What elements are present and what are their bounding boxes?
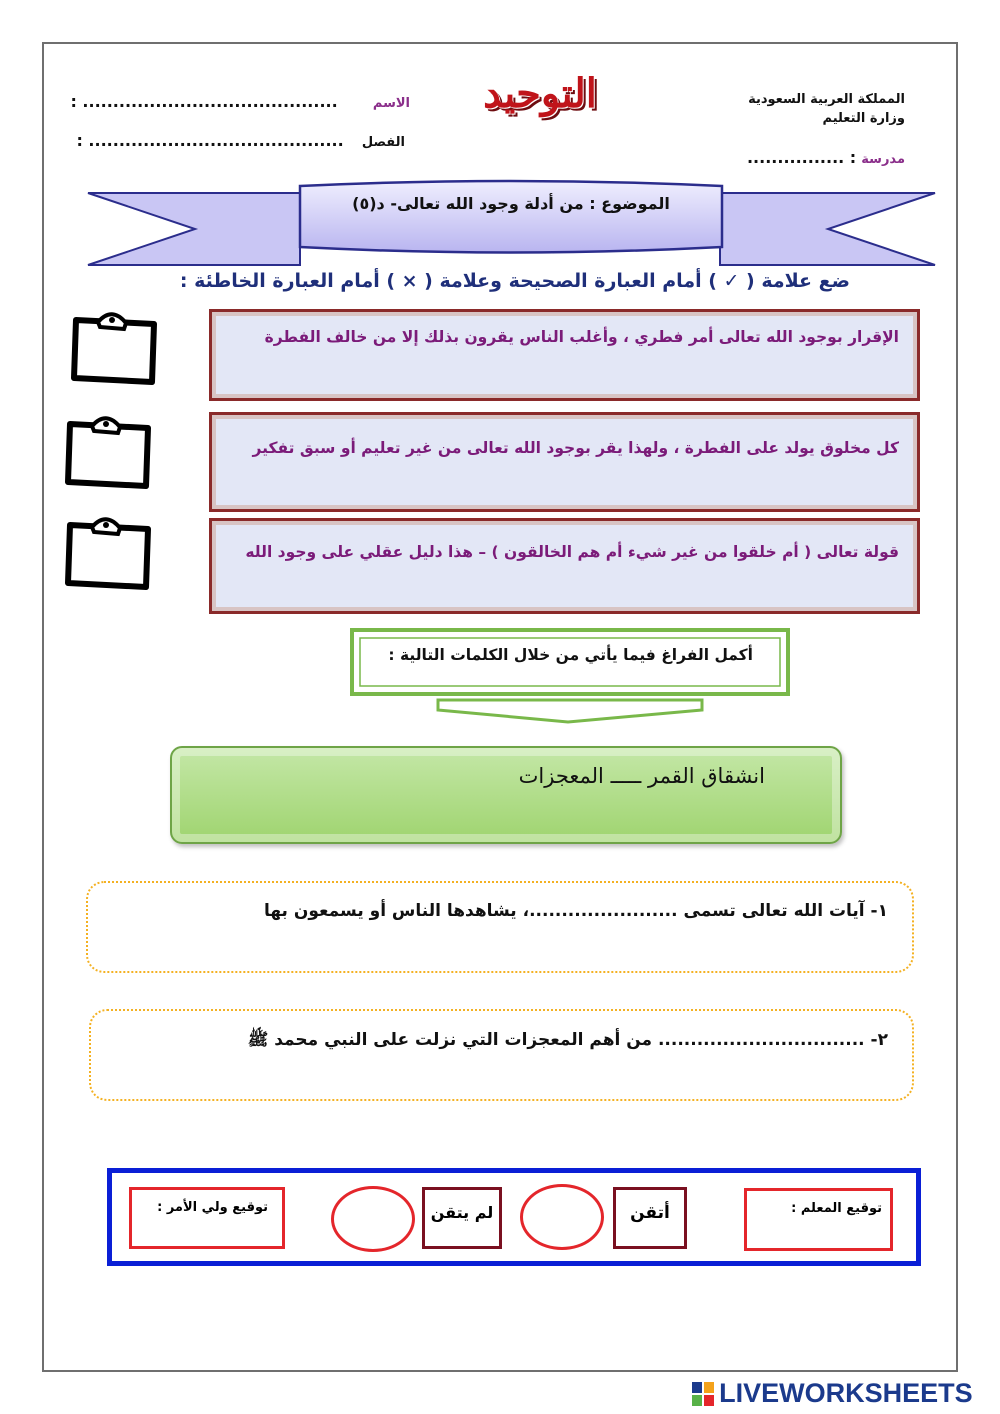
kingdom-label: المملكة العربية السعودية bbox=[748, 92, 905, 107]
word-bank-box bbox=[170, 746, 842, 844]
class-label: الفصل bbox=[361, 135, 405, 150]
school-line: : ................ bbox=[746, 148, 857, 167]
liveworksheets-logo bbox=[692, 1378, 973, 1408]
not-mastered-label: لم يتقن bbox=[430, 1203, 494, 1222]
word-bank-text: انشقاق القمر ـــــ المعجزات bbox=[518, 764, 765, 788]
statement-box-1 bbox=[209, 309, 920, 401]
school-label: مدرسة bbox=[861, 152, 905, 167]
instruction-text: ضع علامة ( ✓ ) أمام العبارة الصحيحة وعلامة ( × ) أمام العبارة الخاطئة : bbox=[179, 270, 850, 292]
mastered-circle[interactable] bbox=[520, 1184, 604, 1250]
liveworksheets-logo-icon bbox=[692, 1382, 714, 1406]
mastered-box[interactable] bbox=[613, 1187, 687, 1249]
teacher-signature-box[interactable] bbox=[744, 1188, 893, 1251]
liveworksheets-logo-text: LIVEWORKSHEETS bbox=[719, 1378, 973, 1408]
topic-text: الموضوع : من أدلة وجود الله تعالى- د(٥) bbox=[352, 194, 670, 213]
not-mastered-box[interactable] bbox=[422, 1187, 502, 1249]
mastered-label: أتقن bbox=[630, 1203, 670, 1223]
statement-box-3 bbox=[209, 518, 920, 614]
answer-box-1[interactable] bbox=[68, 308, 160, 390]
name-line: .......................................... : bbox=[70, 92, 338, 111]
question-box-2[interactable] bbox=[89, 1009, 914, 1101]
answer-box-3[interactable] bbox=[62, 513, 154, 595]
name-label: الاسم bbox=[372, 96, 410, 111]
ministry-label: وزارة التعليم bbox=[822, 111, 905, 126]
statement-text-1: الإقرار بوجود الله تعالى أمر فطري ، وأغلب الناس يقرون بذلك إلا من خالف الفطرة bbox=[264, 328, 899, 346]
fill-instruction-text: أكمل الفراغ فيما يأتي من خلال الكلمات التالية : bbox=[388, 646, 753, 664]
answer-box-2[interactable] bbox=[62, 412, 154, 494]
question-text-2: ٢- ................................ من أهم المعجزات التي نزلت على النبي محمد ﷺ bbox=[247, 1030, 888, 1050]
page-title: التوحيد bbox=[483, 70, 597, 117]
question-box-1[interactable] bbox=[86, 881, 914, 973]
fill-instruction-callout bbox=[340, 620, 810, 730]
not-mastered-circle[interactable] bbox=[331, 1186, 415, 1252]
question-text-1: ١- آيات الله تعالى تسمى .......................، يشاهدها الناس أو يسمعون بها bbox=[263, 901, 888, 921]
parent-signature-box[interactable] bbox=[129, 1187, 285, 1249]
statement-box-2 bbox=[209, 412, 920, 512]
topic-ribbon bbox=[0, 0, 1000, 300]
class-line: .......................................... : bbox=[76, 131, 344, 150]
parent-signature-label: توقيع ولي الأمر : bbox=[157, 1200, 268, 1215]
teacher-signature-label: توقيع المعلم : bbox=[791, 1201, 882, 1216]
statement-text-2: كل مخلوق يولد على الفطرة ، ولهذا يقر بوجود الله تعالى من غير تعليم أو سبق تفكير bbox=[252, 439, 899, 457]
statement-text-3: قولة تعالى ( أم خلقوا من غير شيء أم هم الخالقون ) – هذا دليل عقلي على وجود الله bbox=[245, 543, 899, 561]
